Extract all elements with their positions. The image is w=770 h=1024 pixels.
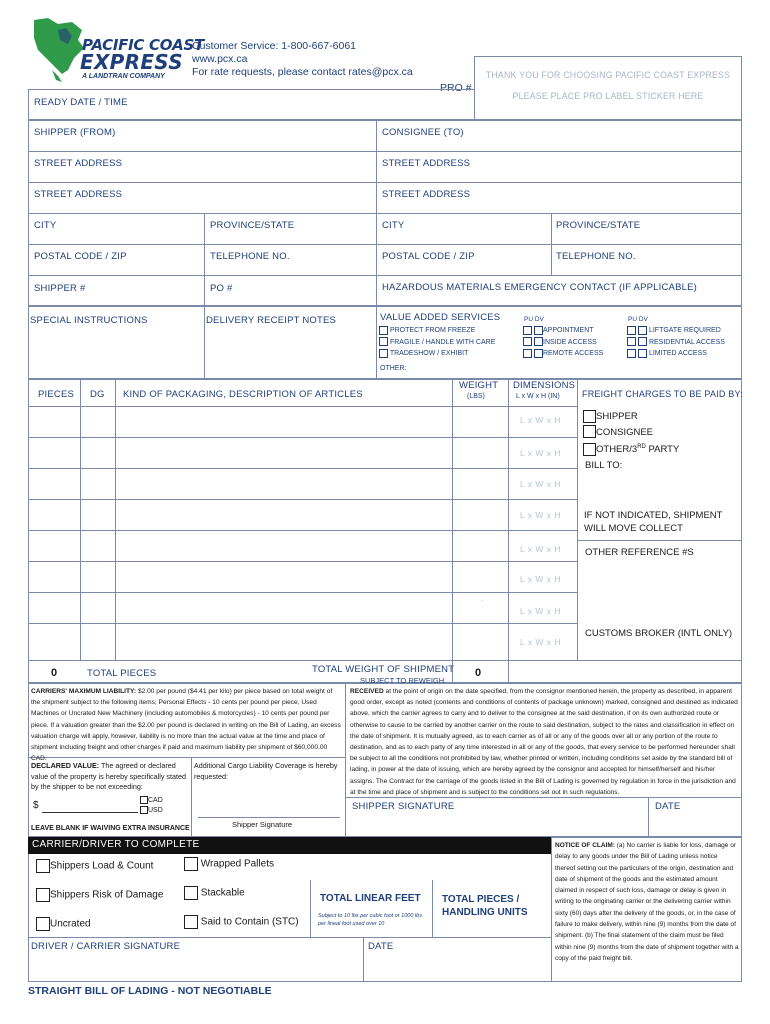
freight-payer-options	[583, 409, 679, 473]
declared-value-input[interactable]	[42, 812, 138, 813]
shipper-signature-field[interactable]: SHIPPER SIGNATURE	[352, 801, 455, 812]
dim-placeholder[interactable]: L x W x H	[520, 510, 562, 520]
checkbox-icon[interactable]	[379, 326, 388, 335]
checkbox-icon[interactable]	[523, 349, 532, 358]
carrier-header	[28, 837, 551, 854]
ready-date-field[interactable]	[28, 89, 475, 120]
dim-placeholder[interactable]: L x W x H	[520, 448, 562, 458]
checkbox-icon[interactable]	[627, 337, 636, 346]
services-title: VALUE ADDED SERVICES	[380, 312, 501, 323]
service-tradeshow[interactable]: TRADESHOW / EXHIBIT	[379, 348, 495, 360]
ready-date-label: READY DATE / TIME	[34, 97, 128, 108]
services-right-list	[627, 325, 725, 360]
driver-date-field[interactable]: DATE	[368, 941, 394, 952]
shipper-street2-field[interactable]: STREET ADDRESS	[34, 189, 123, 200]
service-residential[interactable]: RESIDENTIAL ACCESS	[627, 337, 725, 349]
driver-signature-field[interactable]: DRIVER / CARRIER SIGNATURE	[31, 941, 181, 952]
checkbox-icon[interactable]	[638, 337, 647, 346]
additional-coverage-sig-line[interactable]	[198, 817, 340, 818]
checkbox-icon[interactable]	[583, 410, 596, 423]
linear-feet-note: Subject to 10 lbs per cubic foot or 1000 lbs per lineal foot used over 10	[318, 913, 422, 927]
service-liftgate[interactable]: LIFTGATE REQUIRED	[627, 325, 725, 337]
checkbox-icon[interactable]	[627, 326, 636, 335]
shipper-street1-field[interactable]: STREET ADDRESS	[34, 158, 123, 169]
carrier-header-text: CARRIER/DRIVER TO COMPLETE	[32, 839, 200, 850]
shipper-city-field[interactable]: CITY	[34, 220, 57, 231]
opt-shippers-load[interactable]: Shippers Load & Count	[36, 859, 163, 888]
document-title: STRAIGHT BILL OF LADING - NOT NEGOTIABLE	[28, 985, 272, 997]
pro-label: PRO #	[440, 82, 472, 94]
shipper-from-field[interactable]: SHIPPER (FROM)	[34, 127, 116, 138]
opt-said-to-contain[interactable]: Said to Contain (STC)	[184, 915, 299, 944]
customer-service: Customer Service: 1-800-667-6061	[192, 40, 357, 52]
pro-sticker-box[interactable]	[474, 56, 742, 120]
opt-stackable[interactable]: Stackable	[184, 886, 299, 915]
checkbox-icon[interactable]	[534, 349, 543, 358]
service-inside-access[interactable]: INSIDE ACCESS	[523, 337, 603, 349]
opt-uncrated[interactable]: Uncrated	[36, 917, 163, 946]
total-pieces-value[interactable]: 0	[51, 667, 58, 679]
consignee-province-field[interactable]: PROVINCE/STATE	[556, 220, 641, 231]
col-dim-unit: L x W x H (IN)	[516, 393, 560, 400]
checkbox-icon[interactable]	[36, 888, 50, 902]
opt-shippers-risk[interactable]: Shippers Risk of Damage	[36, 888, 163, 917]
total-linear-feet-field[interactable]: TOTAL LINEAR FEET	[320, 893, 421, 904]
other-reference-field[interactable]: OTHER REFERENCE #S	[585, 547, 694, 558]
logo-line3: A LANDTRAN COMPANY	[82, 73, 165, 80]
dim-placeholder[interactable]: L x W x H	[520, 606, 562, 616]
checkbox-icon[interactable]	[627, 349, 636, 358]
shipper-postal-field[interactable]: POSTAL CODE / ZIP	[34, 251, 127, 262]
checkbox-icon[interactable]	[583, 425, 596, 438]
received-text: RECEIVED at the point of origin on the date specified, from the consignor mentioned herein, the property as described, in apparent good order, except as noted (contents and conditions of contents of package unknown) marked, consigned and destined as indicated above, which the carrier agrees to carry and to deliver to the consignee at the said destination, if on its own authorized route or otherwise to cause to be carried by another carrier on the route to said destination, subject to the rates and classification in effect on the date of shipment. It is mutually agreed, as to each carrier as of all or any of the goods over all or any portion of the route to destination, and as to each party of any time interested in all or any of the goods, that every service to be performed hereunder shall be subject to all the conditions not prohibited by law, whether printed or written, including conditions set aside by the standard bill of lading, in power at the date of issuing, which are hereby agreed by the consignor and accepted for himself/herself and his/her assigns. The Contract for the carriage of the goods listed in the Bill of Lading is governed by regulation in force in the jurisdiction and at the time and place of shipment and is subject to the conditions set out in such regulations.	[350, 688, 738, 796]
consignee-street1-field[interactable]: STREET ADDRESS	[382, 158, 471, 169]
service-limited-access[interactable]: LIMITED ACCESS	[627, 348, 725, 360]
dim-placeholder[interactable]: L x W x H	[520, 479, 562, 489]
hazmat-contact-field[interactable]: HAZARDOUS MATERIALS EMERGENCY CONTACT (IF APPLICABLE)	[382, 282, 698, 293]
payer-other[interactable]: OTHER/3RD PARTY	[583, 440, 679, 458]
consignee-postal-field[interactable]: POSTAL CODE / ZIP	[382, 251, 475, 262]
carrier-liability-text: CARRIERS' MAXIMUM LIABILITY: $2.00 per pound ($4.41 per kilo) per piece based on total weight of the shipment subject to the following items; Personal Effects - 10 cents per pound per piece, Used Machines or Uncrated New Machinery (including automobiles & motorcycles) - 10 cents per pound per piece. If a valuation greater than the $2.00 per pound is declared in writing on the Bill of Lading, an excess valuation charge will apply, however, liability is no more than the actual value at the time and place of shipment including freight and other charges if paid and maximum liability per shipment of $60,000.00 CAD.	[31, 688, 341, 763]
checkbox-icon[interactable]	[638, 326, 647, 335]
col-description: KIND OF PACKAGING, DESCRIPTION OF ARTICLES	[123, 389, 363, 400]
total-weight-label: TOTAL WEIGHT OF SHIPMENT	[312, 664, 455, 675]
notice-of-claim-text: NOTICE OF CLAIM: (a) No carrier is liable for loss, damage or delay to any goods under the Bill of Lading unless notice thereof setting out the particulars of the origin, destination and date of shipment of the goods and the estimated amount claimed in respect of such loss, damage or delay is given in writing to the originating carrier or the delivering carrier within sixty (60) days after the delivery of the goods, or, in the case of failure to make delivery, within nine (9) months from the date of shipment. (b) The final statement of the claim must be filed within nine (9) months from the date of shipment together with a copy of the paid freight bill.	[555, 842, 739, 962]
checkbox-icon[interactable]	[184, 857, 198, 871]
service-fragile[interactable]: FRAGILE / HANDLE WITH CARE	[379, 337, 495, 349]
shipper-signature-small: Shipper Signature	[232, 820, 293, 829]
consignee-street2-field[interactable]: STREET ADDRESS	[382, 189, 471, 200]
checkbox-icon[interactable]	[583, 443, 596, 456]
additional-coverage-text: Additional Cargo Liability Coverage is hereby requested:	[194, 761, 338, 781]
checkbox-icon[interactable]	[534, 337, 543, 346]
bill-to-field[interactable]: BILL TO:	[585, 459, 623, 471]
sticker-text: PLEASE PLACE PRO LABEL STICKER HERE	[512, 91, 704, 101]
col-dimensions: DIMENSIONS	[513, 380, 576, 391]
consignee-city-field[interactable]: CITY	[382, 220, 405, 231]
leave-blank-note: LEAVE BLANK IF WAIVING EXTRA INSURANCE	[31, 825, 190, 832]
shipper-telephone-field[interactable]: TELEPHONE NO.	[210, 251, 290, 262]
po-number-field[interactable]: PO #	[210, 283, 233, 294]
checkbox-icon[interactable]	[140, 806, 148, 814]
services-middle-list	[523, 325, 603, 360]
shipper-number-field[interactable]: SHIPPER #	[34, 283, 86, 294]
not-indicated-note: IF NOT INDICATED, SHIPMENT WILL MOVE COLLECT	[584, 510, 723, 534]
service-protect-freeze[interactable]: PROTECT FROM FREEZE	[379, 325, 495, 337]
checkbox-icon[interactable]	[523, 337, 532, 346]
dim-placeholder[interactable]: L x W x H	[520, 415, 562, 425]
currency-usd[interactable]: USD	[140, 806, 163, 816]
col-weight: WEIGHT	[459, 380, 499, 391]
total-handling-units-field[interactable]: TOTAL PIECES / HANDLING UNITS	[442, 894, 528, 918]
subject-reweigh: SUBJECT TO REWEIGH	[360, 676, 445, 685]
carrier-options-left	[36, 859, 163, 946]
checkbox-icon[interactable]	[184, 915, 198, 929]
checkbox-icon[interactable]	[379, 337, 388, 346]
logo-line1: PACIFIC COAST	[82, 36, 204, 54]
special-instructions-field[interactable]: SPECIAL INSTRUCTIONS	[30, 315, 148, 326]
service-appointment[interactable]: APPOINTMENT	[523, 325, 603, 337]
customs-broker-field[interactable]: CUSTOMS BROKER (INTL ONLY)	[585, 628, 733, 639]
dim-placeholder[interactable]: L x W x H	[520, 637, 562, 647]
currency-options	[140, 796, 163, 815]
col-pieces: PIECES	[38, 389, 75, 400]
pu-dv-mid: PU DV	[524, 316, 544, 323]
shipper-province-field[interactable]: PROVINCE/STATE	[210, 220, 295, 231]
delivery-notes-field[interactable]: DELIVERY RECEIPT NOTES	[206, 315, 337, 326]
checkbox-icon[interactable]	[638, 349, 647, 358]
pu-dv-right: PU DV	[628, 316, 648, 323]
checkbox-icon[interactable]	[379, 349, 388, 358]
freight-charges-title: FREIGHT CHARGES TO BE PAID BY:	[582, 389, 743, 399]
thank-you-text: THANK YOU FOR CHOOSING PACIFIC COAST EXPRESS	[485, 70, 731, 80]
dim-placeholder[interactable]: L x W x H	[520, 544, 562, 554]
checkbox-icon[interactable]	[523, 326, 532, 335]
total-weight-value[interactable]: 0	[475, 667, 482, 679]
opt-wrapped-pallets[interactable]: Wrapped Pallets	[184, 857, 299, 886]
dim-placeholder[interactable]: L x W x H	[520, 574, 562, 584]
declared-value-text: DECLARED VALUE: The agreed or declared value of the property is hereby specifically stated by the shipper to be not exceeding:	[31, 761, 187, 791]
checkbox-icon[interactable]	[534, 326, 543, 335]
website[interactable]: www.pcx.ca	[192, 53, 248, 65]
checkbox-icon[interactable]	[140, 796, 148, 804]
checkbox-icon[interactable]	[36, 917, 50, 931]
services-left-list	[379, 325, 495, 360]
col-dg: DG	[90, 389, 105, 400]
service-remote-access[interactable]: REMOTE ACCESS	[523, 348, 603, 360]
payer-consignee[interactable]: CONSIGNEE	[583, 425, 679, 441]
checkbox-icon[interactable]	[184, 886, 198, 900]
payer-shipper[interactable]: SHIPPER	[583, 409, 679, 425]
currency-cad[interactable]: CAD	[140, 796, 163, 806]
rate-requests: For rate requests, please contact rates@pcx.ca	[192, 66, 413, 78]
received-date-field[interactable]: DATE	[655, 801, 681, 812]
total-pieces-label: TOTAL PIECES	[87, 668, 157, 679]
logo-line2: EXPRESS	[80, 50, 183, 74]
carrier-options-right	[184, 857, 299, 944]
checkbox-icon[interactable]	[36, 859, 50, 873]
declared-dollar: $	[33, 800, 39, 811]
consignee-telephone-field[interactable]: TELEPHONE NO.	[556, 251, 636, 262]
logo-text	[82, 38, 204, 81]
contact-block	[192, 40, 413, 79]
col-weight-unit: (LBS)	[467, 393, 485, 400]
services-other-field[interactable]: OTHER:	[380, 365, 407, 372]
stray-dot: .	[481, 596, 483, 603]
consignee-to-field[interactable]: CONSIGNEE (TO)	[382, 127, 464, 138]
